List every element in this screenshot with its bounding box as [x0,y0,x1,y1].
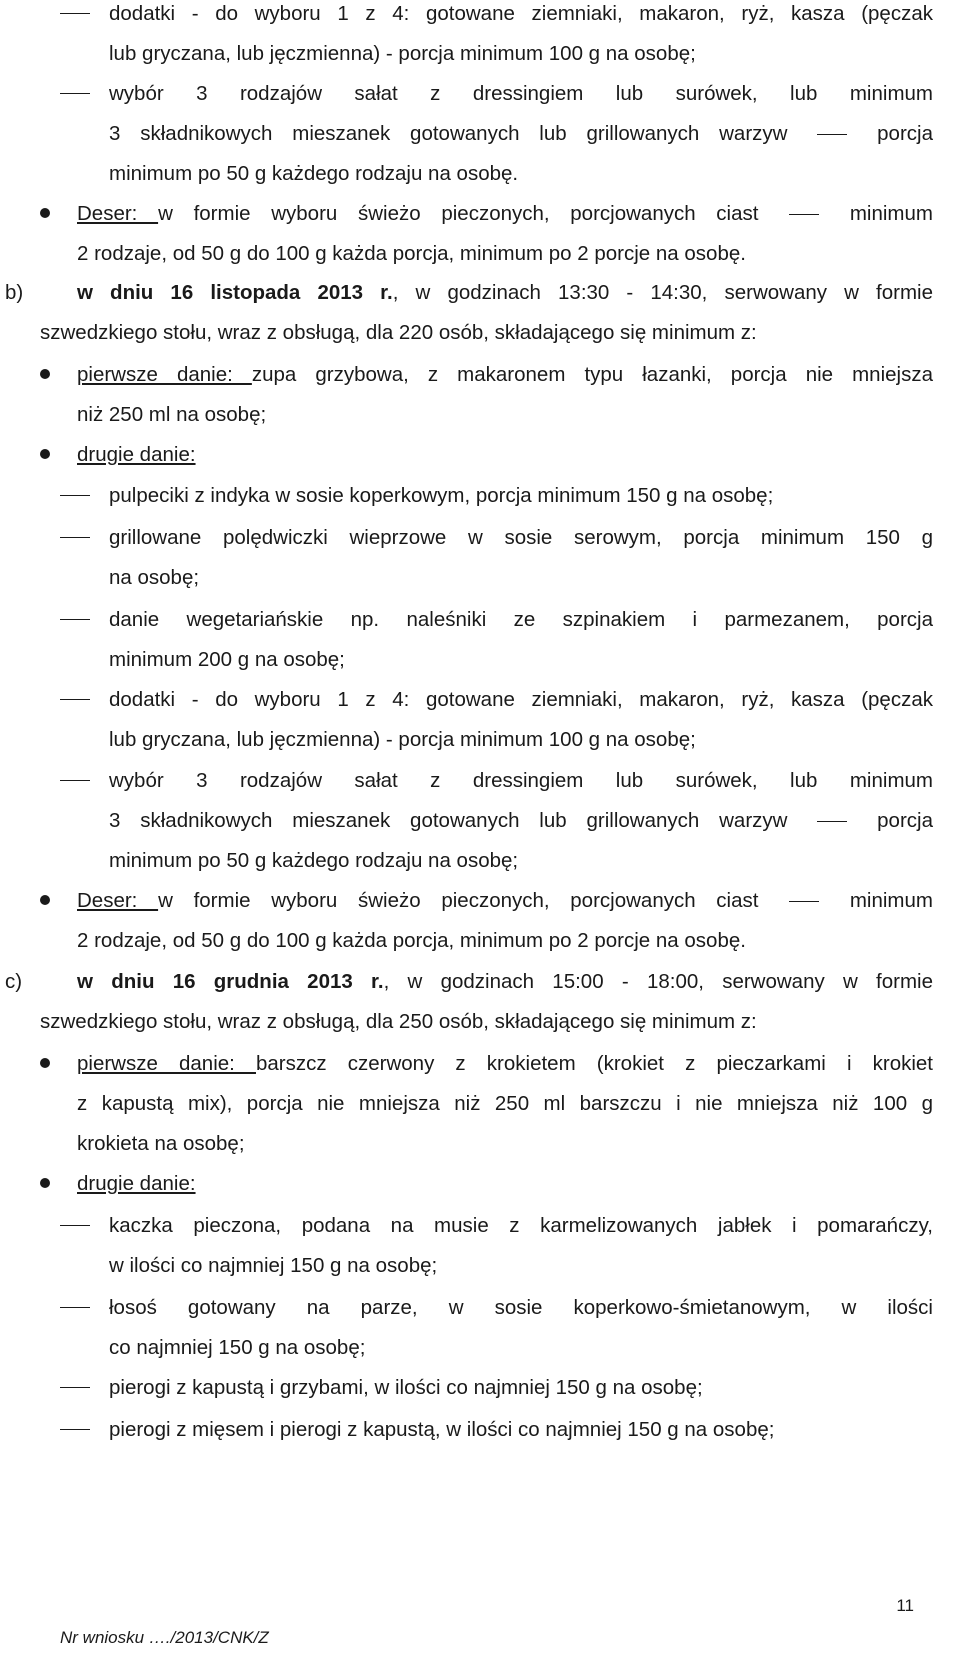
bullet-marker [40,1178,50,1188]
text-span: , w godzinach 13:30 - 14:30, serwowany w formie [392,281,934,304]
em-dash [789,214,819,215]
text-line: wybór 3 rodzajów sałat z dressingiem lub surówek, lub minimum [109,769,933,792]
dash-item [0,1206,960,1286]
em-dash [789,901,819,902]
second-course-label: drugie danie: [77,443,196,466]
text-line: 2 rodzaje, od 50 g do 100 g każda porcja, minimum po 2 porcje na osobę. [77,242,746,265]
dash-marker [60,1225,90,1226]
bullet-item-second-course [0,435,960,475]
text-line: 2 rodzaje, od 50 g do 100 g każda porcja, minimum po 2 porcje na osobę. [77,929,746,952]
dessert-label: Deser: [77,889,159,912]
bullet-marker [40,1058,50,1068]
text-line: lub gryczana, lub jęczmienna) - porcja minimum 100 g na osobę; [109,42,696,65]
text-line: szwedzkiego stołu, wraz z obsługą, dla 250 osób, składającego się minimum z: [40,1010,757,1033]
section-date: w dniu 16 grudnia 2013 r. [77,970,384,993]
text-span: minimum [849,202,933,225]
text-line [109,114,933,154]
second-course-label: drugie danie: [77,1172,196,1195]
text-line: w ilości co najmniej 150 g na osobę; [109,1254,438,1277]
dessert-label: Deser: [77,202,159,225]
dash-item [0,518,960,598]
dash-item [0,761,960,881]
text-span: zupa grzybowa, z makaronem typu łazanki, porcja nie mniejsza [251,363,933,386]
bullet-item-first-course [0,1044,960,1164]
text-line: wybór 3 rodzajów sałat z dressingiem lub surówek, lub minimum [109,82,933,105]
dash-marker [60,537,90,538]
dash-marker [60,93,90,94]
text-span: 3 składnikowych mieszanek gotowanych lub grillowanych warzyw [109,122,788,145]
dash-item [0,0,960,74]
text-line: na osobę; [109,566,200,589]
section-b [0,273,960,313]
text-line: szwedzkiego stołu, wraz z obsługą, dla 220 osób, składającego się minimum z: [40,321,757,344]
text-line [77,194,933,234]
text-span: minimum [849,889,933,912]
text-line: co najmniej 150 g na osobę; [109,1336,366,1359]
dash-item [0,1410,960,1450]
text-span: w formie wyboru świeżo pieczonych, porcjowanych ciast [158,202,759,225]
text-line [77,1044,933,1084]
dash-item [0,680,960,760]
bullet-marker [40,895,50,905]
text-line: danie wegetariańskie np. naleśniki ze szpinakiem i parmezanem, porcja [109,608,933,631]
text-span: w formie wyboru świeżo pieczonych, porcjowanych ciast [158,889,759,912]
section-date: w dniu 16 listopada 2013 r. [77,281,393,304]
text-span: , w godzinach 15:00 - 18:00, serwowany w formie [383,970,933,993]
text-line: pulpeciki z indyka w sosie koperkowym, porcja minimum 150 g na osobę; [109,484,774,507]
dash-marker [60,1429,90,1430]
bullet-item-dessert [0,881,960,961]
text-line [109,801,933,841]
text-span: porcja [877,122,933,145]
em-dash [817,821,847,822]
text-line [77,962,933,1002]
section-marker: c) [5,970,23,993]
dash-marker [60,13,90,14]
text-line [77,881,933,921]
bullet-marker [40,449,50,459]
text-span: 3 składnikowych mieszanek gotowanych lub grillowanych warzyw [109,809,788,832]
dash-item [0,1368,960,1408]
dash-marker [60,1307,90,1308]
text-line: krokieta na osobę; [77,1132,245,1155]
section-marker: b) [5,281,24,304]
dash-marker [60,780,90,781]
text-line [77,273,933,313]
first-course-label: pierwsze danie: [77,363,252,386]
first-course-label: pierwsze danie: [77,1052,256,1075]
text-line: z kapustą mix), porcja nie mniejsza niż 250 ml barszczu i nie mniejsza niż 100 g [77,1092,933,1115]
dash-item [0,476,960,516]
text-span: porcja [877,809,933,832]
text-line [77,355,933,395]
dash-item [0,600,960,680]
text-line: pierogi z kapustą i grzybami, w ilości co najmniej 150 g na osobę; [109,1376,703,1399]
text-line: dodatki - do wyboru 1 z 4: gotowane ziemniaki, makaron, ryż, kasza (pęczak [109,688,933,711]
text-line: minimum po 50 g każdego rodzaju na osobę; [109,849,519,872]
bullet-item-dessert [0,194,960,274]
text-line: kaczka pieczona, podana na musie z karmelizowanych jabłek i pomarańczy, [109,1214,933,1237]
dash-item [0,74,960,194]
text-line: grillowane polędwiczki wieprzowe w sosie serowym, porcja minimum 150 g [109,526,933,549]
dash-marker [60,699,90,700]
bullet-item-second-course [0,1164,960,1204]
text-line: lub gryczana, lub jęczmienna) - porcja minimum 100 g na osobę; [109,728,696,751]
dash-marker [60,1387,90,1388]
bullet-marker [40,208,50,218]
bullet-marker [40,369,50,379]
text-line: minimum 200 g na osobę; [109,648,345,671]
text-span: barszcz czerwony z krokietem (krokiet z pieczarkami i krokiet [255,1052,933,1075]
text-line: pierogi z mięsem i pierogi z kapustą, w ilości co najmniej 150 g na osobę; [109,1418,775,1441]
bullet-item-first-course [0,355,960,435]
dash-item [0,1288,960,1368]
section-c [0,962,960,1002]
dash-marker [60,619,90,620]
text-line: niż 250 ml na osobę; [77,403,267,426]
request-number: Nr wniosku …./2013/CNK/Z [60,1628,269,1647]
page-number: 11 [896,1596,914,1615]
em-dash [817,134,847,135]
text-line: łosoś gotowany na parze, w sosie koperkowo-śmietanowym, w ilości [109,1296,933,1319]
dash-marker [60,495,90,496]
text-line: minimum po 50 g każdego rodzaju na osobę. [109,162,519,185]
text-line: dodatki - do wyboru 1 z 4: gotowane ziemniaki, makaron, ryż, kasza (pęczak [109,2,933,25]
